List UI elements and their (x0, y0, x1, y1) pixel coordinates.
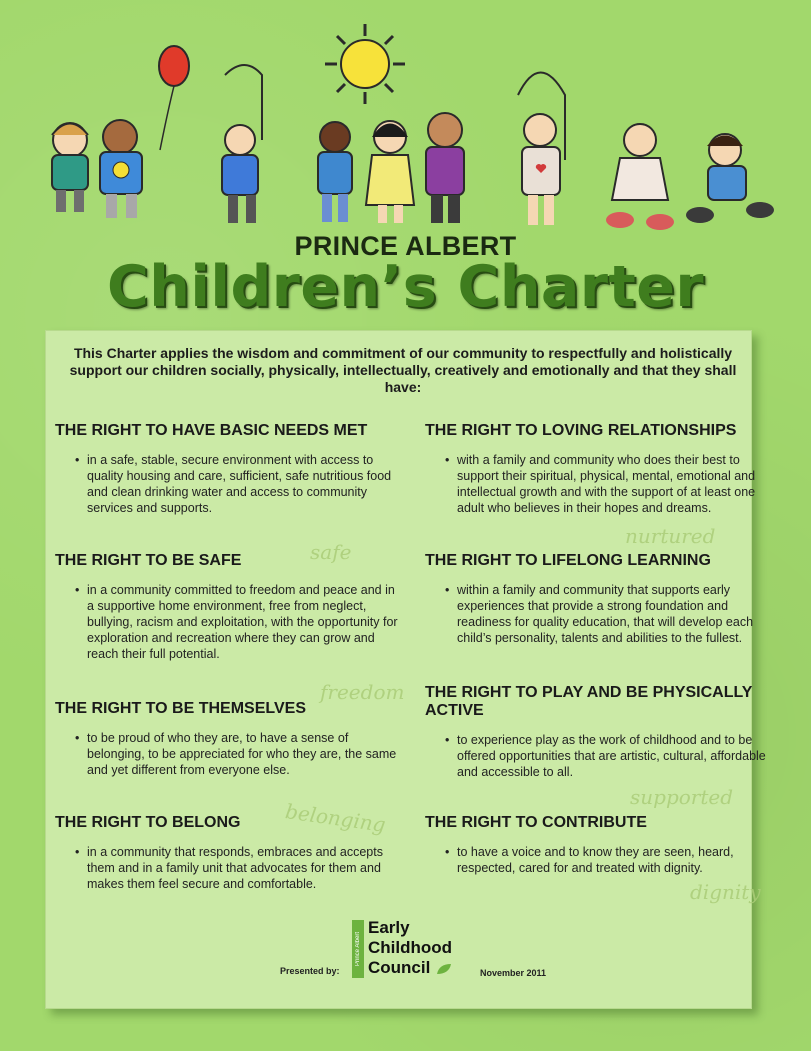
section-text: in a safe, stable, secure environment with access to quality housing and care, sufficient, safe nutritious food and clean drinking water and access to community services and supports. (87, 453, 392, 515)
presented-by-label: Presented by: (280, 966, 340, 976)
balloon-icon (159, 46, 189, 150)
bullet: • (75, 453, 80, 467)
section-item (425, 582, 775, 646)
logo-line-3 (368, 958, 453, 978)
children-illustration (0, 0, 811, 245)
watermark-safe: safe (310, 540, 352, 564)
section-basic-needs (55, 422, 405, 516)
section-text: to be proud of who they are, to have a sense of belonging, to be appreciated for who they are, the same and yet different from everyone else. (87, 731, 397, 777)
section-themselves (55, 700, 405, 778)
logo-vertical-text: Prince Albert (355, 931, 361, 967)
bullet: • (445, 583, 450, 597)
bullet: • (445, 733, 450, 747)
section-heading: THE RIGHT TO LIFELONG LEARNING (425, 552, 711, 569)
section-text: within a family and community that supports early experiences that provide a strong foundation and readiness for quality education, that will develop each child’s personality, talents and abilities to the fullest. (457, 583, 754, 645)
section-heading: THE RIGHT TO BE SAFE (55, 552, 242, 569)
section-text: in a community that responds, embraces and accepts them and in a family unit that advocates for them and makes them feel secure and comfortable. (87, 845, 383, 891)
section-learning (425, 552, 775, 646)
bullet: • (75, 583, 80, 597)
leaf-icon (435, 962, 453, 976)
bullet: • (445, 453, 450, 467)
bullet: • (445, 845, 450, 859)
watermark-freedom: freedom (320, 680, 405, 704)
watermark-nurtured: nurtured (625, 524, 716, 548)
sun-icon (325, 24, 405, 104)
section-safe (55, 552, 405, 662)
logo-line-2: Childhood (368, 938, 453, 957)
section-heading: THE RIGHT TO BE THEMSELVES (55, 700, 306, 717)
section-text: to have a voice and to know they are seen, heard, respected, cared for and treated with dignity. (457, 845, 734, 875)
section-item (55, 730, 405, 778)
logo-line-1: Early (368, 918, 410, 937)
section-heading: THE RIGHT TO LOVING RELATIONSHIPS (425, 422, 737, 439)
section-loving (425, 422, 775, 516)
watermark-belonging: belonging (283, 799, 388, 837)
watermark-dignity: dignity (690, 880, 761, 904)
watermark-supported: supported (630, 785, 734, 809)
section-contribute (425, 814, 775, 876)
date-label: November 2011 (480, 968, 547, 978)
section-text: with a family and community who does their best to support their spiritual, physical, mental, emotional and intellectual growth and with the support of at least one adult who believes in their hopes and dreams. (457, 453, 756, 515)
logo-line-3-text: Council (368, 958, 431, 977)
bullet: • (75, 845, 80, 859)
section-play (425, 684, 775, 780)
section-item (425, 732, 775, 780)
section-item (425, 844, 775, 876)
intro-text: This Charter applies the wisdom and commitment of our community to respectfully and holistically support our children socially, physically, intellectually, creatively and emotionally and that they shall have: (69, 345, 737, 395)
council-logo (368, 918, 453, 978)
section-text: to experience play as the work of childhood and to be offered opportunities that are artistic, cultural, affordable and accessible to all. (457, 733, 766, 779)
section-text: in a community committed to freedom and peace and in a supportive home environment, free from neglect, bullying, racism and exploitation, with the opportunity for exploration and recreation where they can grow and reach their full potential. (87, 583, 398, 661)
bullet: • (75, 731, 80, 745)
section-item (425, 452, 775, 516)
header-subtitle: PRINCE ALBERT (294, 231, 517, 261)
section-heading: THE RIGHT TO PLAY AND BE PHYSICALLY ACTIVE (425, 684, 753, 719)
section-belong (55, 814, 405, 892)
section-item (55, 582, 405, 662)
section-heading: THE RIGHT TO BELONG (55, 814, 241, 831)
section-item (55, 452, 405, 516)
section-heading: THE RIGHT TO HAVE BASIC NEEDS MET (55, 422, 368, 439)
section-item (55, 844, 405, 892)
page-title: Children’s Charter (106, 254, 705, 320)
section-heading: THE RIGHT TO CONTRIBUTE (425, 814, 647, 831)
